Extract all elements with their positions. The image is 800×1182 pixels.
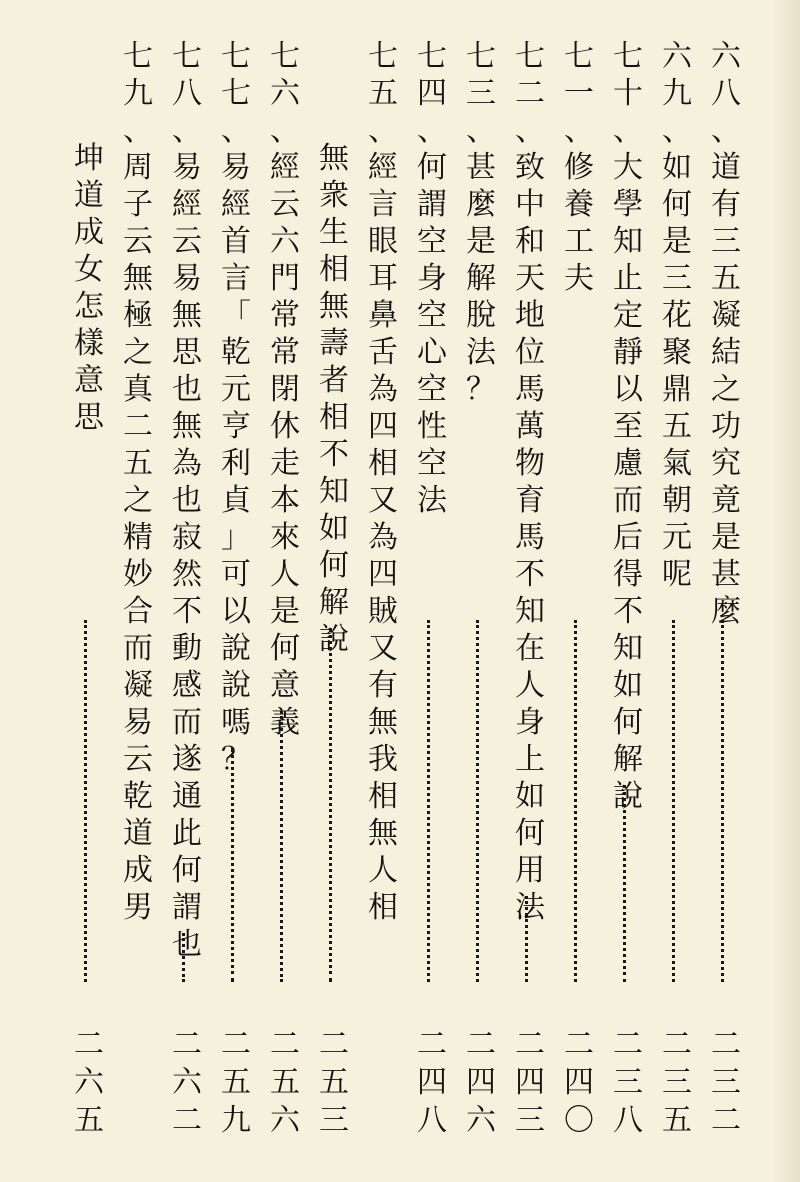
dot-leader: [525, 896, 535, 982]
entry-title: 易 經 首 言 「 乾 元 亨 利 貞 」 可 以 說 說 嗎 ？: [221, 150, 251, 777]
entry-number: 七 三 、: [466, 39, 496, 148]
entry-page-number: 二 四 六: [466, 1027, 496, 1138]
entry-title: 坤 道 成 女 怎 樣 意 思: [74, 141, 104, 435]
toc-entry[interactable]: [459, 38, 503, 1158]
entry-page-number: 二 六 二: [172, 1027, 202, 1138]
entry-number: 七 五 、: [368, 39, 398, 148]
entry-number: 七 六 、: [270, 39, 300, 148]
entry-page-number: 二 五 六: [270, 1027, 300, 1138]
entry-number: 七 九 、: [123, 39, 153, 148]
entry-number: 七 二 、: [515, 39, 545, 148]
entry-page-number: 二 四 三: [515, 1027, 545, 1138]
entry-number: 七 四 、: [417, 39, 447, 148]
entry-number: 七 八 、: [172, 39, 202, 148]
dot-leader: [721, 620, 731, 982]
entry-title: 修 養 工 夫: [564, 150, 594, 296]
entry-page-number: 二 三 八: [613, 1027, 643, 1138]
entry-title: 道 有 三 五 凝 結 之 功 究 竟 是 甚 麼: [711, 150, 741, 629]
toc-entry[interactable]: [410, 38, 454, 1158]
toc-entry[interactable]: [165, 38, 209, 1158]
toc-entry[interactable]: [508, 38, 552, 1158]
toc-entry[interactable]: [312, 38, 356, 1158]
entry-number: 六 八 、: [711, 39, 741, 148]
entry-title: 致 中 和 天 地 位 馬 萬 物 育 馬 不 知 在 人 身 上 如 何 用 法: [515, 150, 545, 925]
dot-leader: [623, 785, 633, 982]
dot-leader: [672, 620, 682, 982]
entry-page-number: 二 五 九: [221, 1027, 251, 1138]
entry-title: 經 云 六 門 常 常 閉 休 走 本 來 人 是 何 意 義: [270, 150, 300, 740]
toc-entry[interactable]: [263, 38, 307, 1158]
toc-entry[interactable]: [214, 38, 258, 1158]
entry-title: 經 言 眼 耳 鼻 舌 為 四 相 又 為 四 賊 又 有 無 我 相 無 人 相: [368, 150, 398, 925]
dot-leader: [84, 620, 94, 982]
toc-entry[interactable]: [116, 38, 160, 1158]
dot-leader: [427, 620, 437, 982]
entry-title: 如 何 是 三 花 聚 鼎 五 氣 朝 元 呢: [662, 150, 692, 592]
entry-page-number: 二 六 五: [74, 1027, 104, 1138]
dot-leader: [574, 620, 584, 982]
entry-number: 七 一 、: [564, 39, 594, 148]
entry-page-number: 二 三 五: [662, 1027, 692, 1138]
dot-leader: [231, 748, 241, 982]
toc-entry[interactable]: [655, 38, 699, 1158]
toc-entry[interactable]: [704, 38, 748, 1158]
entry-page-number: 二 五 三: [319, 1027, 349, 1138]
toc-entry[interactable]: [557, 38, 601, 1158]
entry-title: 無 衆 生 相 無 壽 者 相 不 知 如 何 解 說: [319, 141, 349, 657]
entry-page-number: 二 三 二: [711, 1027, 741, 1138]
entry-title: 甚 麼 是 解 脫 法 ？: [466, 150, 496, 407]
entry-title: 大 學 知 止 定 靜 以 至 慮 而 后 得 不 知 如 何 解 說: [613, 150, 643, 814]
entry-title: 周 子 云 無 極 之 真 二 五 之 精 妙 合 而 凝 易 云 乾 道 成 男: [123, 150, 153, 925]
dot-leader: [329, 628, 339, 982]
entry-title: 易 經 云 易 無 思 也 無 為 也 寂 然 不 動 感 而 遂 通 此 何 謂 也: [172, 150, 202, 962]
dot-leader: [280, 711, 290, 982]
page-edge-shadow: [772, 0, 800, 1182]
entry-number: 七 七 、: [221, 39, 251, 148]
entry-number: 七 十 、: [613, 39, 643, 148]
dot-leader: [182, 933, 192, 982]
toc-entry[interactable]: [606, 38, 650, 1158]
toc-entry[interactable]: [361, 38, 405, 1158]
entry-title: 何 謂 空 身 空 心 空 性 空 法: [417, 150, 447, 518]
entry-page-number: 二 四 〇: [564, 1027, 594, 1138]
dot-leader: [476, 620, 486, 982]
entry-page-number: 二 四 八: [417, 1027, 447, 1138]
entry-number: 六 九 、: [662, 39, 692, 148]
toc-entry[interactable]: [67, 38, 111, 1158]
